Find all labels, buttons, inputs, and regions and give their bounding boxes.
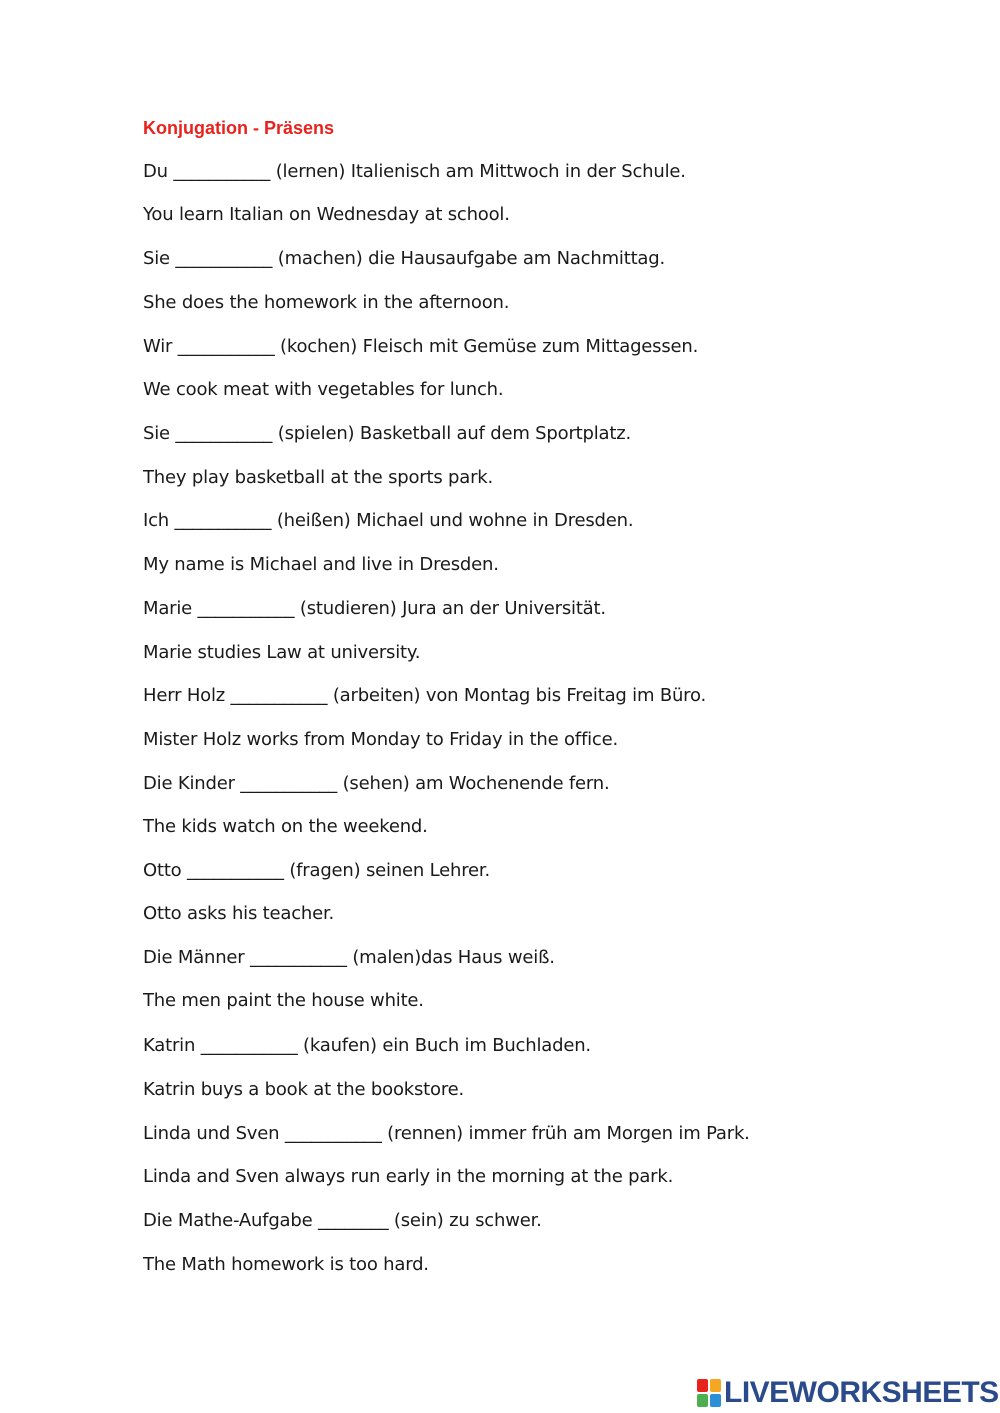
sentence-german-13: Die Mathe-Aufgabe ________ (sein) zu schwer. [143,1210,542,1231]
sentence-german-11: Katrin ___________ (kaufen) ein Buch im Buchladen. [143,1035,591,1056]
sentence-english-4: They play basketball at the sports park. [143,467,494,488]
logo-mark-icon [697,1379,721,1407]
sentence-english-8: The kids watch on the weekend. [143,816,428,837]
liveworksheets-logo [697,1376,999,1410]
sentence-german-4: Sie ___________ (spielen) Basketball auf dem Sportplatz. [143,423,631,444]
sentence-german-2: Sie ___________ (machen) die Hausaufgabe am Nachmittag. [143,248,666,269]
sentence-english-3: We cook meat with vegetables for lunch. [143,379,504,400]
worksheet-title: Konjugation - Präsens [143,118,335,138]
sentence-english-2: She does the homework in the afternoon. [143,292,510,313]
sentence-english-6: Marie studies Law at university. [143,642,421,663]
sentence-english-11: Katrin buys a book at the bookstore. [143,1079,465,1100]
sentence-german-6: Marie ___________ (studieren) Jura an der Universität. [143,598,606,619]
sentence-english-1: You learn Italian on Wednesday at school. [143,204,510,225]
logo-mark-cell [697,1394,708,1407]
logo-mark-cell [697,1379,708,1392]
sentence-german-7: Herr Holz ___________ (arbeiten) von Montag bis Freitag im Büro. [143,685,706,706]
sentence-english-7: Mister Holz works from Monday to Friday in the office. [143,729,618,750]
sentence-english-10: The men paint the house white. [143,990,424,1011]
sentence-english-5: My name is Michael and live in Dresden. [143,554,499,575]
sentence-german-9: Otto ___________ (fragen) seinen Lehrer. [143,860,490,881]
sentence-german-10: Die Männer ___________ (malen)das Haus weiß. [143,947,555,968]
sentence-english-12: Linda and Sven always run early in the morning at the park. [143,1166,674,1187]
sentence-german-3: Wir ___________ (kochen) Fleisch mit Gemüse zum Mittagessen. [143,336,699,357]
sentence-english-13: The Math homework is too hard. [143,1254,429,1275]
sentence-german-12: Linda und Sven ___________ (rennen) immer früh am Morgen im Park. [143,1123,750,1144]
sentence-english-9: Otto asks his teacher. [143,903,335,924]
sentence-german-8: Die Kinder ___________ (sehen) am Wochenende fern. [143,773,610,794]
logo-mark-cell [710,1394,721,1407]
sentence-german-1: Du ___________ (lernen) Italienisch am Mittwoch in der Schule. [143,161,686,182]
sentence-german-5: Ich ___________ (heißen) Michael und wohne in Dresden. [143,510,634,531]
logo-text: LIVEWORKSHEETS [724,1376,999,1409]
logo-mark-cell [710,1379,721,1392]
